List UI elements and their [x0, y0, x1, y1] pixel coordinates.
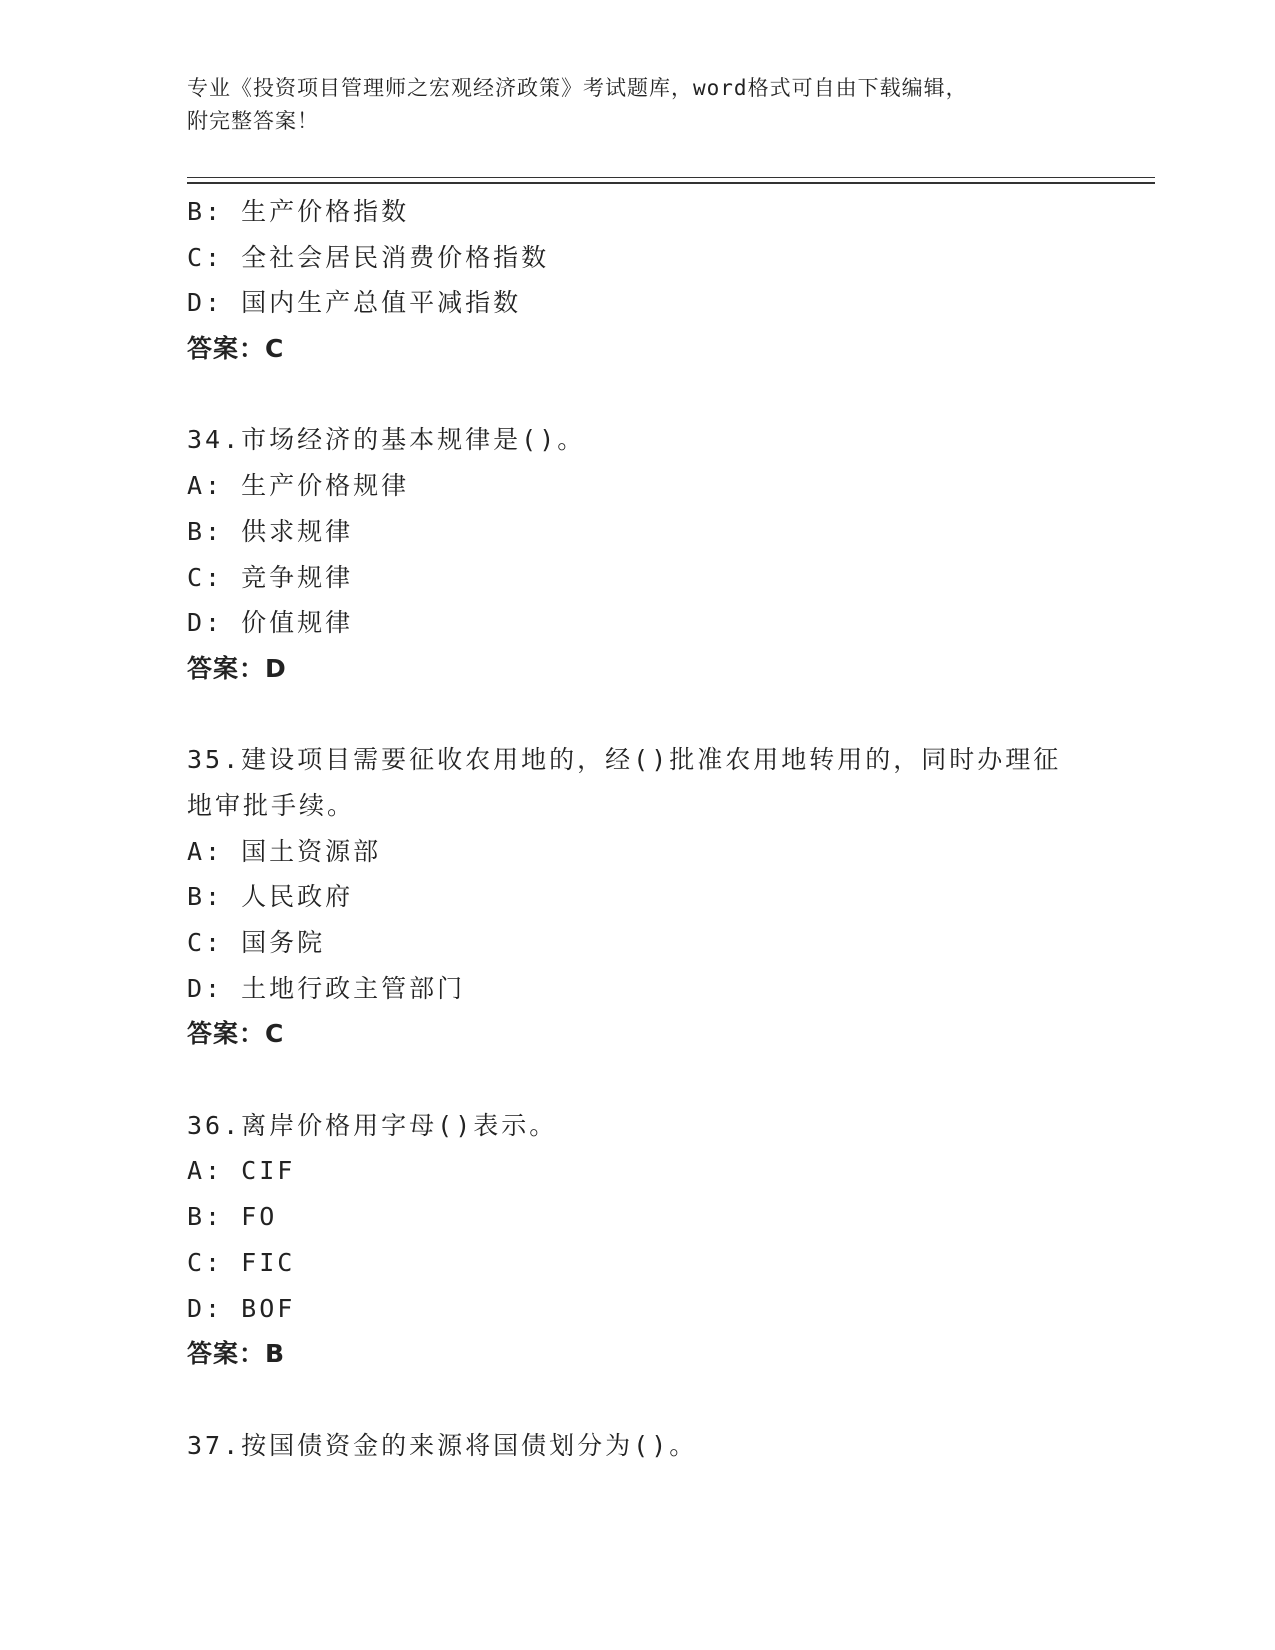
- question-37: [187, 1423, 1087, 1469]
- answer: 答案：B: [187, 1339, 286, 1369]
- question-35: [187, 737, 1087, 1057]
- option-b: B: 生产价格指数: [187, 197, 410, 226]
- header-divider-thin: [187, 177, 1155, 178]
- spacer: [187, 692, 1087, 738]
- option-d: D: 价值规律: [187, 608, 354, 638]
- question-list: [187, 189, 1087, 1468]
- header-divider-thick: [187, 182, 1155, 184]
- question-stem: 36.离岸价格用字母()表示。: [187, 1110, 558, 1140]
- option-a: A: CIF: [187, 1156, 296, 1186]
- option-b: B: FO: [187, 1202, 278, 1232]
- option-c: C: 国务院: [187, 928, 326, 957]
- header-line-2: 附完整答案！: [187, 109, 319, 133]
- spacer: [187, 1377, 1087, 1423]
- question-33-partial: [187, 189, 1087, 372]
- option-c: C: 全社会居民消费价格指数: [187, 242, 550, 272]
- option-a: A: 生产价格规律: [187, 471, 410, 501]
- header-line-1: 专业《投资项目管理师之宏观经济政策》考试题库，word格式可自由下载编辑，: [187, 76, 968, 100]
- option-b: B: 供求规律: [187, 516, 354, 546]
- option-a: A: 国土资源部: [187, 836, 382, 866]
- question-stem: 34.市场经济的基本规律是()。: [187, 425, 586, 455]
- question-34: [187, 417, 1087, 691]
- option-c: C: 竞争规律: [187, 562, 354, 592]
- option-c: C: FIC: [187, 1247, 296, 1277]
- document-header: [187, 72, 1087, 138]
- question-36: [187, 1103, 1087, 1377]
- option-b: B: 人民政府: [187, 882, 354, 912]
- option-d: D: 土地行政主管部门: [187, 973, 466, 1003]
- answer: 答案：C: [187, 1019, 285, 1049]
- answer: 答案：C: [187, 334, 285, 364]
- answer: 答案：D: [187, 653, 287, 683]
- spacer: [187, 372, 1087, 418]
- question-stem: 35.建设项目需要征收农用地的，经()批准农用地转用的，同时办理征: [187, 745, 1062, 775]
- option-d: D: BOF: [187, 1293, 296, 1323]
- question-stem: 37.按国债资金的来源将国债划分为()。: [187, 1430, 698, 1460]
- question-stem-continued: 地审批手续。: [187, 790, 356, 820]
- spacer: [187, 1057, 1087, 1103]
- option-d: D: 国内生产总值平减指数: [187, 288, 522, 318]
